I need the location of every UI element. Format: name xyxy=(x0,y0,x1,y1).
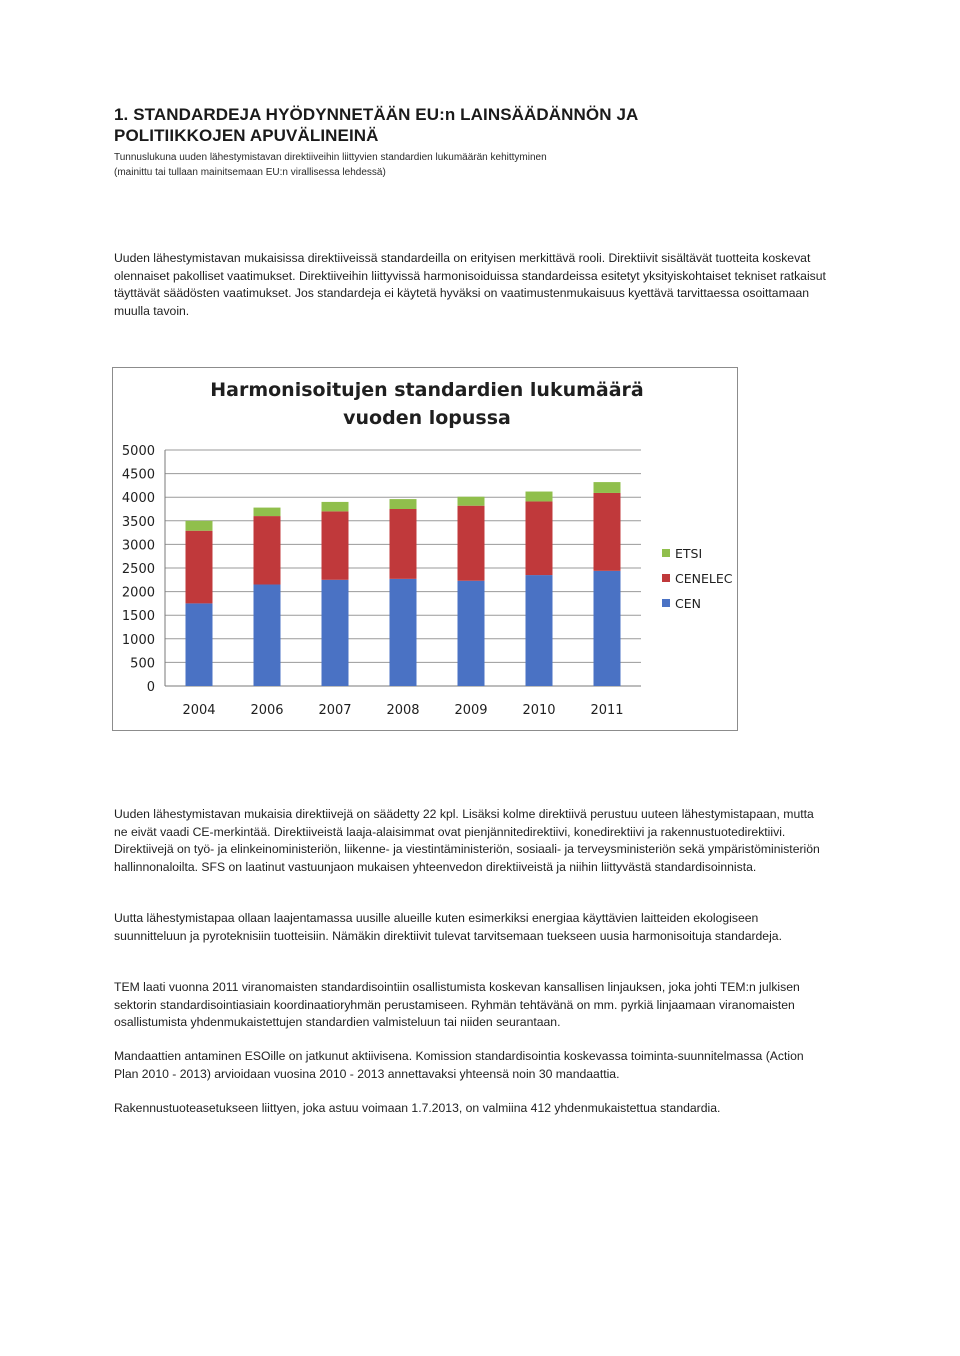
paragraph-mandates: Mandaattien antaminen ESOille on jatkunut aktiivisena. Komission standardisointia koskevassa toiminta-suunnitelmassa (Action Plan 2010 - 2013) arvioidaan vuosina 2010 - 2013 annettavaksi yhteensä noin 30 mandaattia. xyxy=(114,1049,804,1081)
bar-segment-cen xyxy=(254,585,281,686)
bar-segment-cen xyxy=(458,581,485,686)
paragraph-construction-products: Rakennustuoteasetukseen liittyen, joka astuu voimaan 1.7.2013, on valmiina 412 yhdenmukaistettua standardia. xyxy=(114,1101,721,1115)
bar-segment-cenelec xyxy=(390,509,417,579)
bar-segment-cenelec xyxy=(458,506,485,581)
chart-title: Harmonisoitujen standardien lukumäärä vuoden lopussa xyxy=(210,379,644,429)
bar-segment-cenelec xyxy=(322,511,349,579)
bar-segment-cen xyxy=(322,580,349,686)
x-tick-label: 2011 xyxy=(590,703,624,718)
x-tick-label: 2009 xyxy=(454,703,488,718)
legend-swatch-cen xyxy=(662,599,670,607)
y-tick-label: 1000 xyxy=(121,632,155,648)
bar-segment-etsi xyxy=(186,521,213,531)
y-tick-label: 2000 xyxy=(121,585,155,601)
y-tick-label: 4500 xyxy=(121,467,155,483)
paragraph-intro: Uuden lähestymistavan mukaisissa direktiiveissä standardeilla on erityisen merkittävä rooli. Direktiivit sisältävät tuotteita koskevat olennaiset pakolliset vaatimukset. Direktiiveihin liittyvissä harmonisoiduissa standardeissa esitetyt yksityiskohtaiset tekniset ratkaisut täyttävät säädösten vaatimukset. Jos standardeja ei käytetä hyväksi on vaatimustenmukaisuus kyettävä tarvittaessa osoittamaan muulla tavoin. xyxy=(114,251,826,318)
legend-label-cen: CEN xyxy=(675,596,701,611)
section-subtitle: Tunnuslukuna uuden lähestymistavan direktiiveihin liittyvien standardien lukumäärän kehittyminen (mainittu tai tullaan mainitsemaan EU:n virallisessa lehdessä) xyxy=(114,152,547,178)
stacked-bar-chart xyxy=(113,368,739,732)
y-tick-label: 4000 xyxy=(121,491,155,507)
legend-swatch-etsi xyxy=(662,549,670,557)
y-tick-label: 3500 xyxy=(121,514,155,530)
bar-segment-etsi xyxy=(254,508,281,516)
y-tick-label: 3000 xyxy=(121,538,155,554)
legend-label-etsi: ETSI xyxy=(675,546,703,561)
x-tick-label: 2004 xyxy=(182,703,216,718)
x-tick-label: 2010 xyxy=(522,703,556,718)
chart-container xyxy=(112,367,738,731)
paragraph-tem-policy: TEM laati vuonna 2011 viranomaisten standardisointiin osallistumista koskevan kansallisen linjauksen, joka johti TEM:n julkisen sektorin standardisointiasiain koordinaatioryhmän perustamiseen. Ryhmän tehtävänä on mm. pyrkiä linjaamaan viranomaisten osallistumista yhdenmukaistettujen standardien valmisteluun tai niiden seurantaan. xyxy=(114,980,800,1030)
bar-segment-cenelec xyxy=(254,516,281,584)
bar-segment-etsi xyxy=(526,492,553,502)
bar-segment-cenelec xyxy=(526,501,553,575)
paragraph-directives: Uuden lähestymistavan mukaisia direktiivejä on säädetty 22 kpl. Lisäksi kolme direktiivä perustuu uuteen lähestymistapaan, mutta ne eivät vaadi CE-merkintää. Direktiiveistä laaja-alaisimmat ovat pienjännitedirektiivi, konedirektiivi ja rakennustuotedirektiivi. Direktiivejä on työ- ja elinkeinoministeriön, liikenne- ja viestintäministeriön, sosiaali- ja terveysministeriön sekä ympäristöministeriön hallinnonaloilta. SFS on laatinut vastuunjaon mukaisen yhteenvedon direktiiveistä ja niihin liittyvästä standardisoinnista. xyxy=(114,807,820,874)
x-tick-label: 2007 xyxy=(318,703,352,718)
y-tick-label: 5000 xyxy=(121,444,155,459)
bar-segment-etsi xyxy=(390,499,417,509)
section-heading: 1. STANDARDEJA HYÖDYNNETÄÄN EU:n LAINSÄÄDÄNNÖN JA POLITIIKKOJEN APUVÄLINEINÄ xyxy=(114,105,638,145)
bar-segment-etsi xyxy=(458,497,485,506)
x-tick-label: 2006 xyxy=(250,703,284,718)
y-tick-label: 500 xyxy=(130,656,155,672)
bar-segment-cen xyxy=(390,579,417,686)
bar-segment-cen xyxy=(526,575,553,686)
legend-label-cenelec: CENELEC xyxy=(675,571,733,586)
bar-segment-cenelec xyxy=(186,531,213,604)
bar-segment-cen xyxy=(594,571,621,686)
bar-segment-etsi xyxy=(322,502,349,511)
x-tick-label: 2008 xyxy=(386,703,420,718)
y-tick-label: 1500 xyxy=(121,609,155,625)
paragraph-expansion: Uutta lähestymistapaa ollaan laajentamassa uusille alueille kuten esimerkiksi energiaa käyttävien laitteiden ekologiseen suunnitteluun ja pyroteknisiin tuotteisiin. Nämäkin direktiivit tulevat tarvitsemaan tuekseen uusia harmonisoituja standardeja. xyxy=(114,911,782,943)
y-tick-label: 0 xyxy=(146,680,155,695)
legend-swatch-cenelec xyxy=(662,574,670,582)
bar-segment-cenelec xyxy=(594,493,621,571)
bar-segment-etsi xyxy=(594,482,621,493)
y-tick-label: 2500 xyxy=(121,562,155,577)
bar-segment-cen xyxy=(186,603,213,686)
